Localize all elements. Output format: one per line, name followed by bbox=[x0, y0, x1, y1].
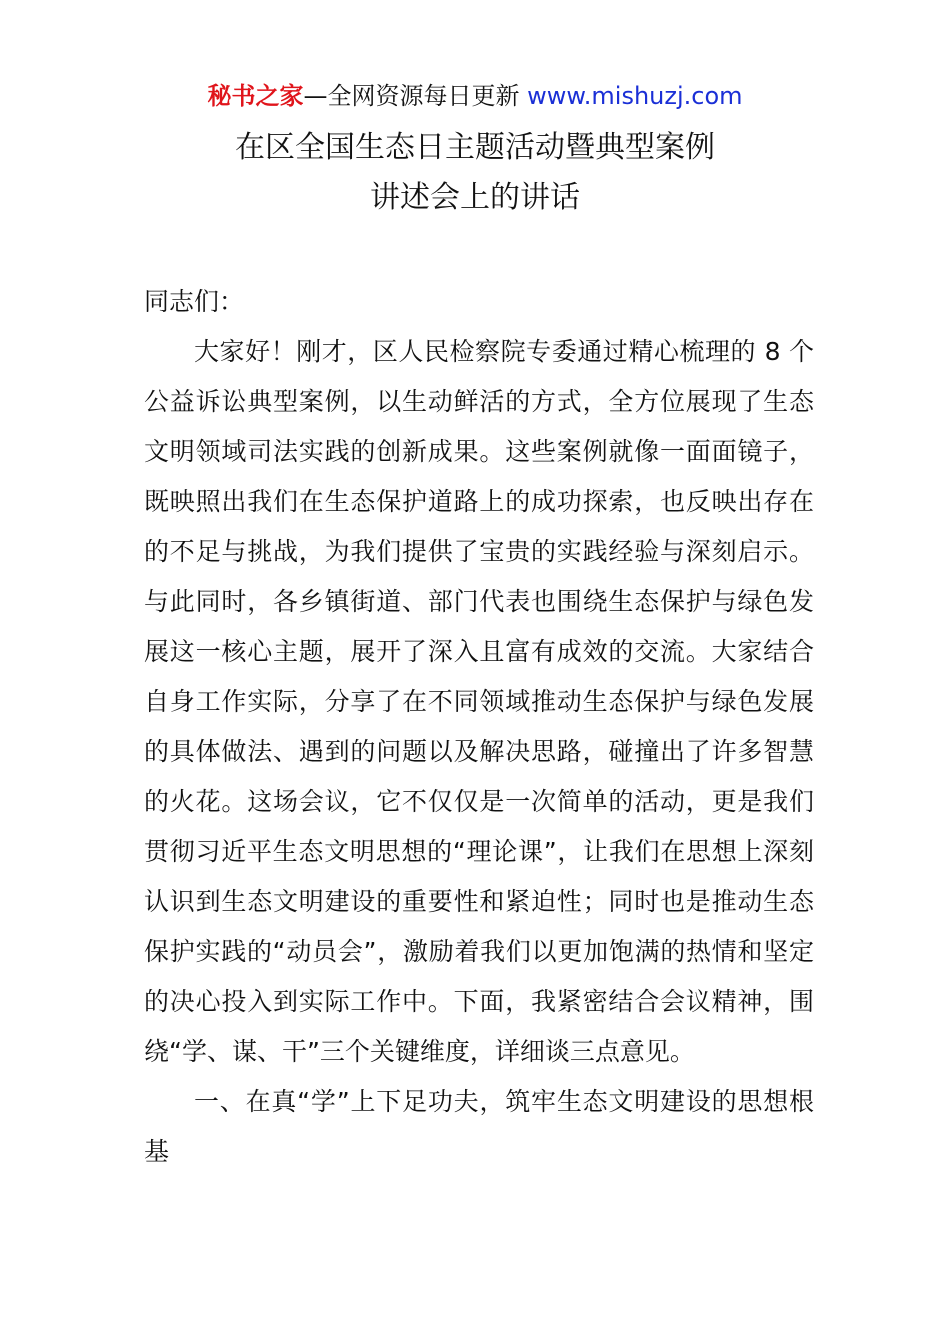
greeting: 同志们： bbox=[144, 287, 245, 316]
site-url-link[interactable]: www.mishuzj.com bbox=[527, 82, 743, 110]
document-title-line-1: 在区全国生态日主题活动暨典型案例 bbox=[235, 130, 715, 165]
site-header bbox=[0, 80, 950, 112]
site-tagline: —全网资源每日更新 bbox=[303, 82, 528, 110]
site-brand: 秘书之家 bbox=[207, 82, 304, 110]
section-heading-1: 一、在真“学”上下足功夫，筑牢生态文明建设的思想根基 bbox=[144, 1087, 814, 1166]
paragraph-intro: 大家好！刚才，区人民检察院专委通过精心梳理的 8 个公益诉讼典型案例，以生动鲜活的方式，全方位展现了生态文明领域司法实践的创新成果。这些案例就像一面面镜子，既映照出我们在生态保护道路上的成功探索，也反映出存在的不足与挑战，为我们提供了宝贵的实践经验与深刻启示。与此同时，各乡镇街道、部门代表也围绕生态保护与绿色发展这一核心主题，展开了深入且富有成效的交流。大家结合自身工作实际，分享了在不同领域推动生态保护与绿色发展的具体做法、遇到的问题以及解决思路，碰撞出了许多智慧的火花。这场会议，它不仅仅是一次简单的活动，更是我们贯彻习近平生态文明思想的“理论课”，让我们在思想上深刻认识到生态文明建设的重要性和紧迫性；同时也是推动生态保护实践的“动员会”，激励着我们以更加饱满的热情和坚定的决心投入到实际工作中。下面，我紧密结合会议精神，围绕“学、谋、干”三个关键维度，详细谈三点意见。 bbox=[144, 337, 814, 1066]
document-body bbox=[144, 277, 814, 1177]
document-title-line-2: 讲述会上的讲话 bbox=[370, 180, 580, 215]
